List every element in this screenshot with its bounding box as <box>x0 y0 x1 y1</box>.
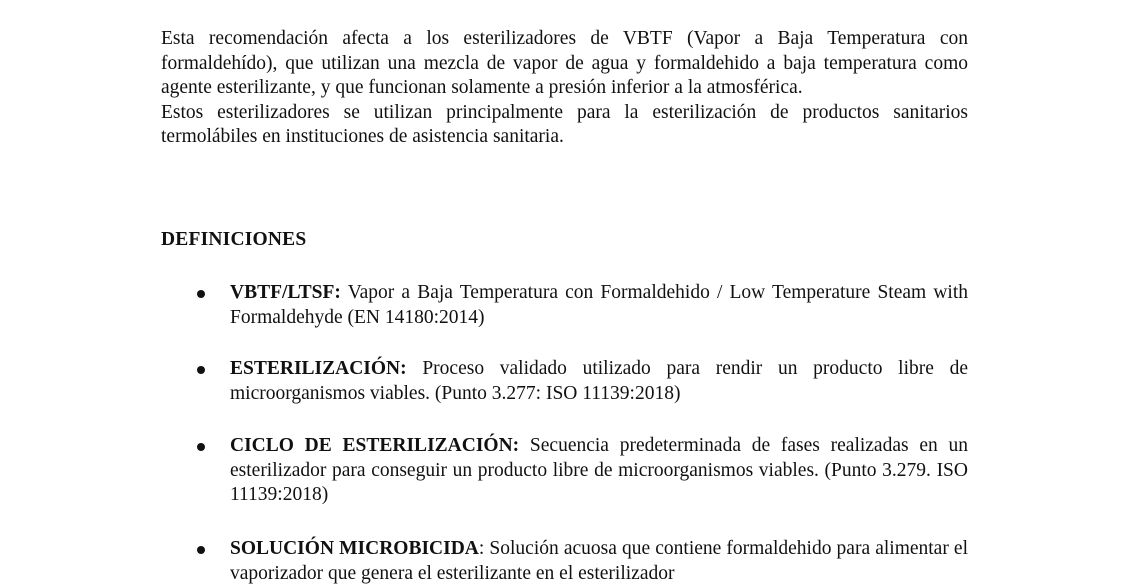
section-heading: DEFINICIONES <box>161 229 307 250</box>
definition-text <box>230 281 968 330</box>
definition-term: CICLO DE ESTERILIZACIÓN: <box>230 435 520 456</box>
bullet-icon <box>197 366 205 374</box>
definition-item <box>230 434 968 508</box>
definition-description: Vapor a Baja Temperatura con Formaldehido / Low Temperature Steam with Formaldehyde (EN 14180:2014) <box>230 282 968 328</box>
intro-section <box>161 27 968 150</box>
definition-text <box>230 357 968 406</box>
definition-item <box>230 281 968 330</box>
definition-term: VBTF/LTSF: <box>230 282 341 303</box>
definition-item <box>230 357 968 406</box>
bullet-icon <box>197 546 205 554</box>
intro-paragraph-1: Esta recomendación afecta a los esterilizadores de VBTF (Vapor a Baja Temperatura con formaldehído), que utilizan una mezcla de vapor de agua y formaldehido a baja temperatura como agente esterilizante, y que funcionan solamente a presión inferior a la atmosférica. <box>161 28 968 99</box>
definition-text <box>230 537 968 586</box>
definition-description: Secuencia predeterminada de fases realizadas en un esterilizador para conseguir un producto libre de microorganismos viables. (Punto 3.279. ISO 11139:2018) <box>230 435 968 506</box>
definition-description: Proceso validado utilizado para rendir un producto libre de microorganismos viables. (Punto 3.277: ISO 11139:2018) <box>230 358 968 404</box>
definition-text <box>230 434 968 508</box>
definition-term: ESTERILIZACIÓN: <box>230 358 407 379</box>
bullet-icon <box>197 443 205 451</box>
intro-paragraph-2: Estos esterilizadores se utilizan principalmente para la esterilización de productos sanitarios termolábiles en instituciones de asistencia sanitaria. <box>161 101 968 148</box>
definition-description: : Solución acuosa que contiene formaldehido para alimentar el vaporizador que genera el esterilizante en el esterilizador <box>230 538 969 584</box>
definition-item <box>230 537 968 586</box>
definition-term: SOLUCIÓN MICROBICIDA <box>230 538 479 559</box>
bullet-icon <box>197 290 205 298</box>
